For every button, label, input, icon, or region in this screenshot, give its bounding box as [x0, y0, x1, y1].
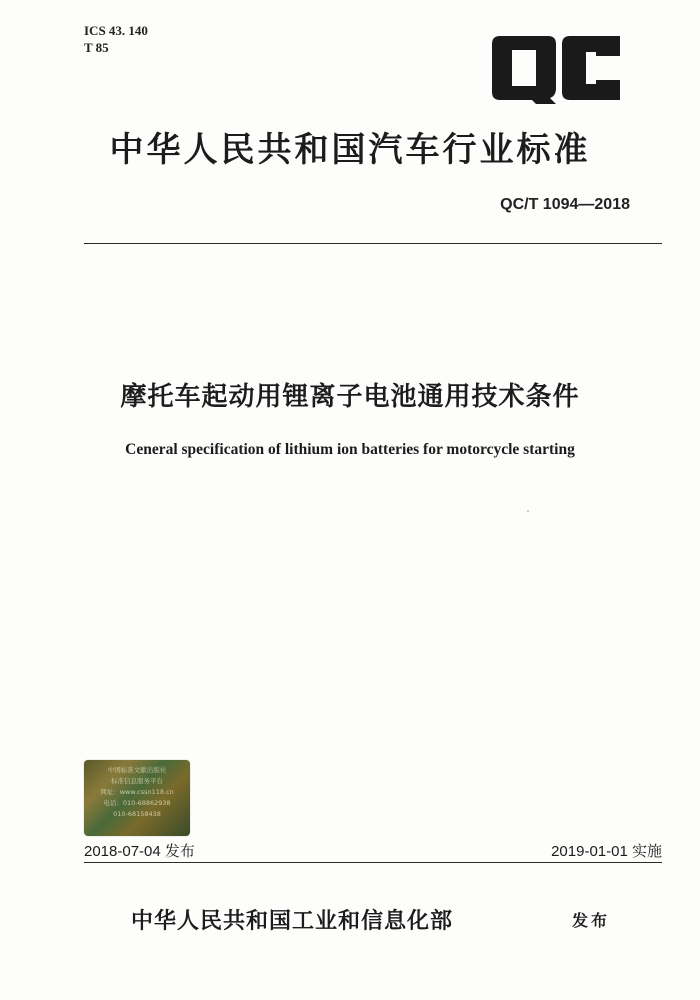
implementation-date: 2019-01-01 实施 [551, 843, 662, 860]
qc-logo [492, 36, 620, 104]
standard-category-title: 中华人民共和国汽车行业标准 [109, 130, 591, 170]
stamp-line: 电话：010-68862938 [103, 799, 171, 807]
top-divider [84, 243, 662, 244]
ics-code: ICS 43. 140 [84, 23, 148, 38]
stamp-line: 中国标准文献出版社 [107, 766, 167, 774]
bottom-divider [84, 862, 662, 863]
document-title-english: Ceneral specification of lithium ion batteries for motorcycle starting [125, 441, 575, 458]
classification-codes [84, 22, 148, 56]
issuing-authority: 中华人民共和国工业和信息化部 [131, 909, 454, 934]
publish-date: 2018-07-04 发布 [84, 843, 195, 860]
stamp-line: 010-68158438 [113, 810, 161, 818]
qc-logo-letter-c [562, 36, 620, 100]
qc-logo-letter-q [492, 36, 556, 104]
standard-number: QC/T 1094—2018 [500, 196, 630, 213]
paper-speck [527, 510, 529, 512]
stamp-line: 标准信息服务平台 [111, 777, 163, 785]
classification-code: T 85 [84, 40, 109, 55]
stamp-line: 网址：www.cssn118.cn [100, 788, 174, 796]
document-title-chinese: 摩托车起动用锂离子电池通用技术条件 [120, 382, 580, 412]
issuing-action: 发布 [572, 911, 611, 930]
anti-counterfeit-hologram-stamp [84, 760, 190, 836]
